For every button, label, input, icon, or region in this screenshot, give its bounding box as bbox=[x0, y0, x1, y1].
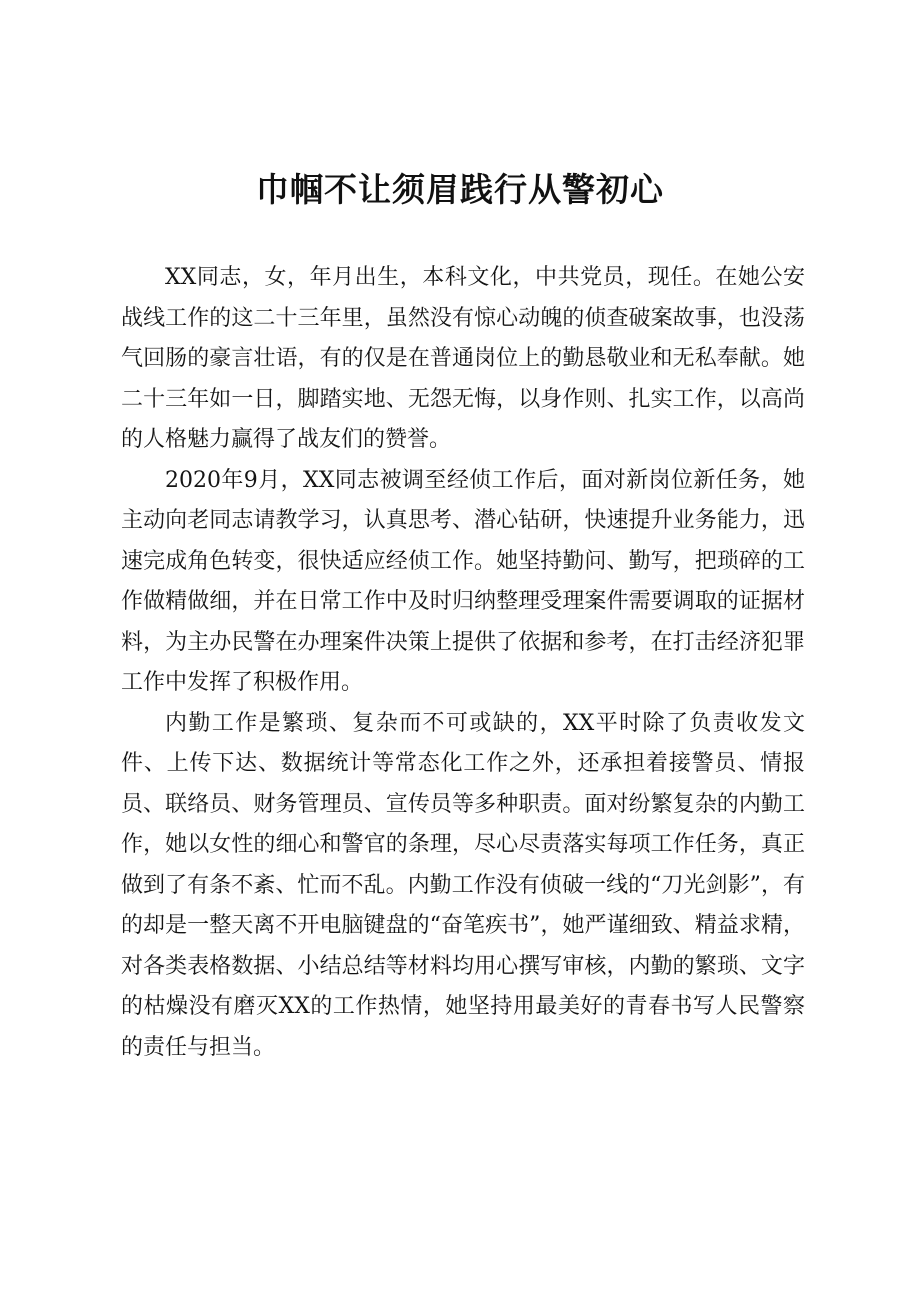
paragraph-2: 2020年9月，XX同志被调至经侦工作后，面对新岗位新任务，她主动向老同志请教学习，认真思考、潜心钻研，快速提升业务能力，迅速完成角色转变，很快适应经侦工作。她坚持勤问、勤写，把琐碎的工作做精做细，并在日常工作中及时归纳整理受理案件需要调取的证据材料，为主办民警在办理案件决策上提供了依据和参考，在打击经济犯罪工作中发挥了积极作用。 bbox=[121, 467, 805, 695]
paragraph-3: 内勤工作是繁琐、复杂而不可或缺的，XX平时除了负责收发文件、上传下达、数据统计等常态化工作之外，还承担着接警员、情报员、联络员、财务管理员、宣传员等多种职责。面对纷繁复杂的内勤工作，她以女性的细心和警官的条理，尽心尽责落实每项工作任务，真正做到了有条不紊、忙而不乱。内勤工作没有侦破一线的“刀光剑影”，有的却是一整天离不开电脑键盘的“奋笔疾书”，她严谨细致、精益求精，对各类表格数据、小结总结等材料均用心撰写审核，内勤的繁琐、文字的枯燥没有磨灭XX的工作热情，她坚持用最美好的青春书写人民警察的责任与担当。 bbox=[121, 710, 805, 1060]
paragraph-1: XX同志，女，年月出生，本科文化，中共党员，现任。在她公安战线工作的这二十三年里，虽然没有惊心动魄的侦查破案故事，也没荡气回肠的豪言壮语，有的仅是在普通岗位上的勤恳敬业和无私奉献。她二十三年如一日，脚踏实地、无怨无悔，以身作则、扎实工作，以高尚的人格魅力赢得了战友们的赞誉。 bbox=[121, 265, 805, 452]
document-body bbox=[121, 258, 805, 1068]
document-title: 巾帼不让须眉践行从警初心 bbox=[256, 170, 664, 209]
